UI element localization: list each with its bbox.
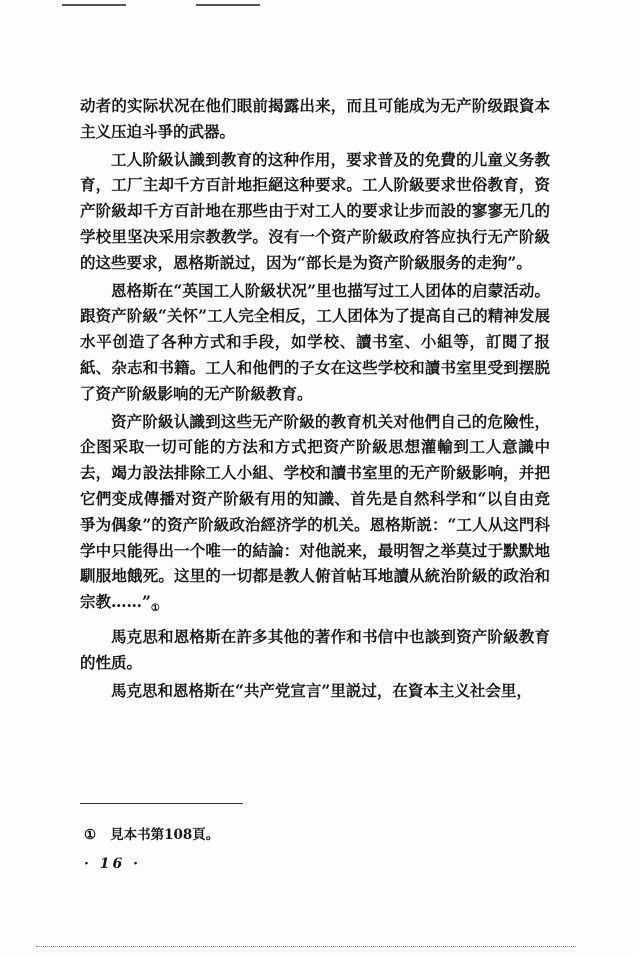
footnote-reference[interactable]: ① xyxy=(150,603,160,615)
paragraph-education-demands: 工人阶級认識到教育的这种作用，要求普及的免費的儿童义务教育，工厂主却千方百計地拒絕这种要求。工人阶級要求世俗教育，资产阶級却千方百計地在那些由于对工人的要求让步而設的寥寥无几的学校里坚决采用宗教教学。沒有一个资产阶級政府答应执行无产阶級的这些要求，恩格斯説过，因为“部长是为资产阶級服务的走狗”。 xyxy=(80,149,550,272)
paragraph-workers-organizations: 恩格斯在“英国工人阶級状况”里也描写过工人团体的启蒙活动。跟资产阶級“关怀”工人完全相反，工人团体为了提高自己的精神发展水平创造了各种方式和手段，如学校、讀书室、小組等，訂閱了报紙、杂志和书籍。工人和他們的子女在这些学校和讀书室里受到摆脱了资产阶級影响的无产阶級教育。 xyxy=(80,280,550,403)
paragraph-continuation: 动者的实际状况在他们眼前揭露出来，而且可能成为无产阶级跟資本主义压迫斗爭的武器。 xyxy=(80,96,550,141)
paragraph-bourgeois-danger-text: 资产阶級认識到这些无产阶級的教育机关对他們自己的危險性，企图采取一切可能的方法和方式把资产阶級思想灌輸到工人意識中去，竭力設法排除工人小組、学校和讀书室里的无产阶級影响，并把它們变成傳播对资产阶級有用的知識、首先是自然科学和“以自由竞爭为偶象”的资产阶級政治經济学的机关。恩格斯説：“工人从这門科学中只能得出一个唯一的結論：对他説来，最明智之举莫过于默默地馴服地餓死。这里的一切都是教人俯首帖耳地讀从統治阶級的政治和宗教……” xyxy=(80,411,550,612)
footnote-divider xyxy=(80,803,243,804)
top-rule-left xyxy=(62,4,126,6)
paragraph-communist-manifesto: 馬克思和恩格斯在“共产党宣言”里説过，在資本主义社会里， xyxy=(111,680,532,700)
page-number: · 16 · xyxy=(84,856,141,872)
paragraph-bourgeois-danger xyxy=(80,409,550,622)
top-rule-right xyxy=(196,4,260,6)
scan-bottom-edge xyxy=(36,946,576,947)
footnote-text: 見本书第108頁。 xyxy=(110,827,220,843)
footnote xyxy=(84,823,219,843)
page-body xyxy=(80,93,550,703)
paragraph-other-works: 馬克思和恩格斯在許多其他的著作和书信中也談到资产阶級教育的性质。 xyxy=(80,627,550,672)
footnote-mark: ① xyxy=(84,827,97,843)
